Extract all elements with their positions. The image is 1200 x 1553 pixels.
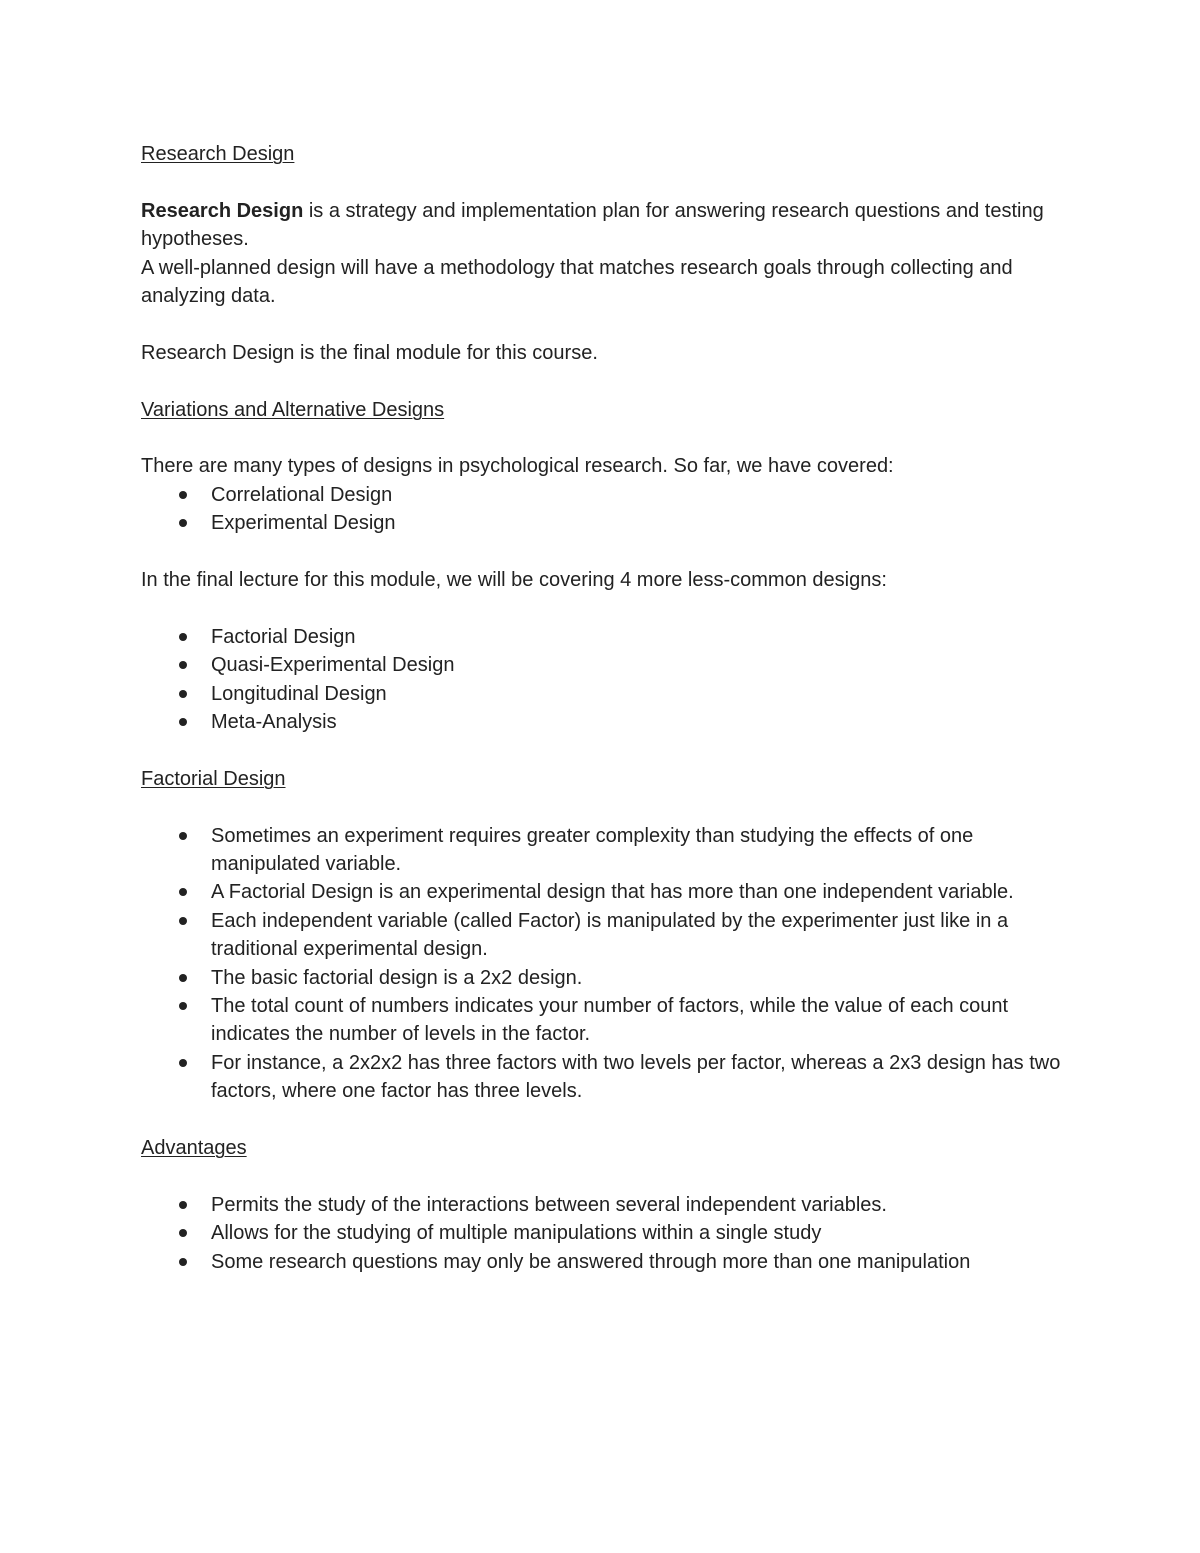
upcoming-intro: In the final lecture for this module, we will be covering 4 more less-common designs: bbox=[141, 569, 887, 592]
list-item-text: For instance, a 2x2x2 has three factors with two levels per factor, whereas a 2x3 design has two factors, where one factor has three levels. bbox=[211, 1051, 1061, 1103]
spacer bbox=[141, 793, 1061, 821]
list-item-text: Sometimes an experiment requires greater complexity than studying the effects of one manipulated variable. bbox=[211, 824, 974, 876]
intro-methodology: A well-planned design will have a methodology that matches research goals through collecting and analyzing data. bbox=[141, 256, 1013, 308]
bullet-icon bbox=[179, 1258, 187, 1266]
bullet-icon bbox=[179, 917, 187, 925]
list-item-text: The total count of numbers indicates your number of factors, while the value of each count indicates the number of levels in the factor. bbox=[211, 995, 1009, 1046]
section-heading-advantages: Advantages bbox=[141, 1137, 247, 1160]
spacer bbox=[141, 736, 1061, 764]
list-item-text: Allows for the studying of multiple manipulations within a single study bbox=[211, 1222, 822, 1245]
list-item-text: Experimental Design bbox=[211, 512, 396, 535]
page-title: Research Design bbox=[141, 143, 295, 165]
list-item-text: A Factorial Design is an experimental design that has more than one independent variable. bbox=[211, 881, 1014, 904]
bullet-icon bbox=[179, 888, 187, 896]
bullet-icon bbox=[179, 1002, 187, 1010]
bullet-icon bbox=[179, 974, 187, 982]
list-item-text: Longitudinal Design bbox=[211, 682, 387, 705]
list-item-text: Factorial Design bbox=[211, 625, 356, 648]
section-heading-factorial: Factorial Design bbox=[141, 767, 286, 790]
list-item bbox=[141, 481, 1061, 509]
spacer bbox=[141, 1162, 1061, 1190]
intro-definition-text: is a strategy and implementation plan for answering research questions and testing hypotheses. bbox=[141, 199, 1044, 251]
bullet-icon bbox=[179, 633, 187, 641]
bullet-icon bbox=[179, 1059, 187, 1067]
bullet-icon bbox=[179, 661, 187, 669]
variations-intro: There are many types of designs in psychological research. So far, we have covered: bbox=[141, 455, 894, 478]
bullet-icon bbox=[179, 1229, 187, 1237]
list-item bbox=[141, 1191, 1061, 1219]
advantages-list bbox=[141, 1191, 1061, 1276]
covered-designs-list bbox=[141, 481, 1061, 538]
intro-term: Research Design bbox=[141, 199, 304, 222]
spacer bbox=[141, 310, 1061, 338]
factorial-points-list bbox=[141, 822, 1061, 1106]
intro-final-module: Research Design is the final module for this course. bbox=[141, 341, 598, 364]
upcoming-designs-list bbox=[141, 623, 1061, 737]
bullet-icon bbox=[179, 718, 187, 726]
bullet-icon bbox=[179, 690, 187, 698]
list-item bbox=[141, 907, 1061, 964]
bullet-icon bbox=[179, 1201, 187, 1209]
list-item bbox=[141, 822, 1061, 879]
list-item-text: Quasi-Experimental Design bbox=[211, 654, 455, 677]
list-item-text: Correlational Design bbox=[211, 483, 393, 506]
document-body bbox=[141, 140, 1061, 1276]
list-item bbox=[141, 964, 1061, 992]
spacer bbox=[141, 168, 1061, 196]
list-item bbox=[141, 1248, 1061, 1276]
list-item bbox=[141, 1049, 1061, 1106]
list-item-text: Meta-Analysis bbox=[211, 711, 337, 734]
list-item-text: Each independent variable (called Factor) is manipulated by the experimenter just like in a traditional experimental design. bbox=[211, 909, 1009, 961]
bullet-icon bbox=[179, 519, 187, 527]
spacer bbox=[141, 367, 1061, 395]
list-item bbox=[141, 623, 1061, 651]
list-item-text: Some research questions may only be answered through more than one manipulation bbox=[211, 1250, 971, 1273]
spacer bbox=[141, 538, 1061, 566]
spacer bbox=[141, 594, 1061, 622]
spacer bbox=[141, 424, 1061, 452]
bullet-icon bbox=[179, 491, 187, 499]
list-item bbox=[141, 1219, 1061, 1247]
list-item bbox=[141, 992, 1061, 1049]
list-item-text: Permits the study of the interactions between several independent variables. bbox=[211, 1193, 887, 1216]
intro-definition bbox=[141, 197, 1061, 254]
section-heading-variations: Variations and Alternative Designs bbox=[141, 398, 445, 421]
list-item bbox=[141, 509, 1061, 537]
spacer bbox=[141, 1106, 1061, 1134]
list-item bbox=[141, 651, 1061, 679]
list-item-text: The basic factorial design is a 2x2 design. bbox=[211, 966, 583, 989]
list-item bbox=[141, 708, 1061, 736]
list-item bbox=[141, 680, 1061, 708]
list-item bbox=[141, 878, 1061, 906]
bullet-icon bbox=[179, 832, 187, 840]
